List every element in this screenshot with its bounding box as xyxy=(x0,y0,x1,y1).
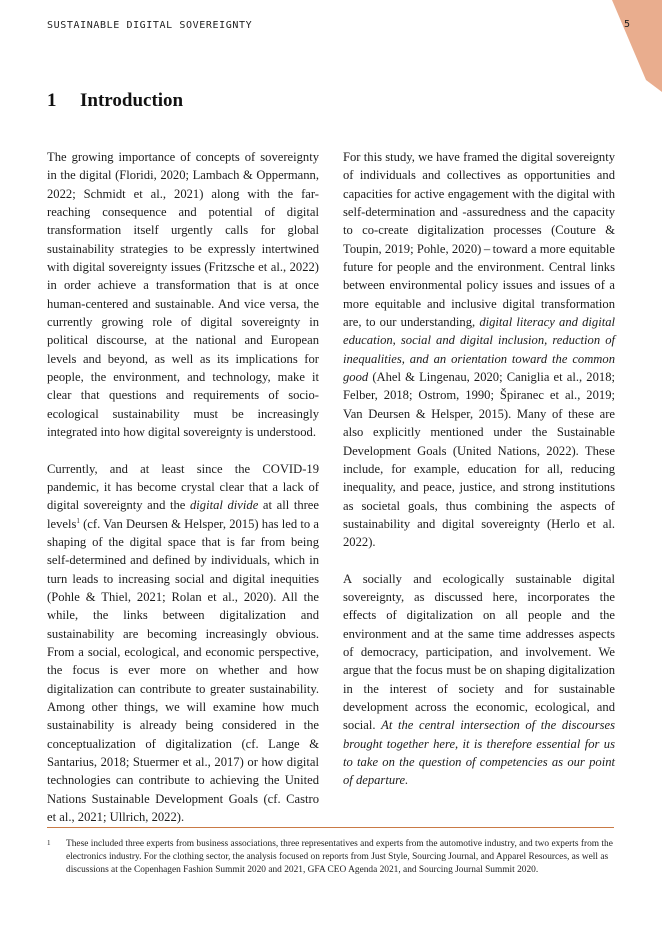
left-column xyxy=(47,148,319,844)
paragraph-text: (cf. Van Deursen & Helsper, 2015) has led to a shaping of the digital space that is far from being self-determined and defined by individuals, which in turn leads to increasing social and digital inequities (Pohle & Thiel, 2021; Rolan et al., 2020). All the while, the links between digitalization and sustainability are becoming increasingly obvious. From a social, ecological, and economic perspective, the focus is ever more on whether and how digitalization can contribute to greater sustainability. Among other things, we will examine how much sustainability is already being considered in the conceptualization of digitalization (cf. Lange & Santarius, 2018; Stuermer et al., 2017) or how digital technologies can contribute to achieving the United Nations Sustainable Development Goals (cf. Castro et al., 2021; Ullrich, 2022). xyxy=(47,516,319,825)
running-title: SUSTAINABLE DIGITAL SOVEREIGNTY xyxy=(47,20,253,31)
paragraph xyxy=(343,148,615,552)
paragraph-text: (Ahel & Lingenau, 2020; Caniglia et al., 2018; Felber, 2018; Ostrom, 1990; Špiranec et al., 2019; Van Deursen & Helsper, 2015). Many of these are also explicitly mentioned under the Sustainable Development Goals (United Nations, 2022). These include, for example, education for all, reducing inequality, and peace, justice, and strong institutions as societal goals, thus combining the aspects of sustainability and digital sovereignty (Herlo et al. 2022). xyxy=(343,370,615,550)
section-heading xyxy=(47,90,183,112)
footnote-text: These included three experts from business associations, three representatives and experts from the automotive industry, and two experts from the electronics industry. For the clothing sector, the analysis focused on reports from Just Style, Sourcing Journal, and Apparel Resources, as well as discussions at the Copenhagen Fashion Summit 2020 and 2021, GFA CEO Agenda 2021, and Sourcing Journal Summit 2020. xyxy=(66,839,613,875)
section-number: 1 xyxy=(47,90,57,111)
footnote-reference[interactable]: 1 xyxy=(76,516,80,525)
paragraph xyxy=(47,460,319,827)
corner-accent-shape xyxy=(612,0,662,92)
paragraph-text: at all three levels xyxy=(47,498,319,531)
emphasis-text: digital divide xyxy=(190,498,259,513)
section-title: Introduction xyxy=(80,90,184,111)
footnote-divider xyxy=(47,827,614,828)
emphasis-text: digital literacy and digital education, social and digital inclusion, reduction of inequalities, and an orientation toward the common good xyxy=(343,315,615,385)
paragraph xyxy=(343,570,615,790)
footnote xyxy=(47,838,614,877)
paragraph-text: A socially and ecologically sustainable digital sovereignty, as discussed here, incorporates the effects of digitalization on all people and the environment and at the same time addresses aspects of democracy, participation, and involvement. We argue that the focus must be on shaping digitalization in the interest of society and for sustainable development across the economic, ecological, and social. xyxy=(343,571,615,733)
paragraph-text: For this study, we have framed the digital sovereignty of individuals and collectives as opportunities and capacities for active engagement with the digital with self-determination and -assuredness and the capacity to co-create digitalization processes (Couture & Toupin, 2019; Pohle, 2020) – toward a more equitable future for people and the environment. Central links between environmental policy issues and issues of a more equitable and inclusive digital transformation are, to our understanding, xyxy=(343,150,615,330)
paragraph: The growing importance of concepts of sovereignty in the digital (Floridi, 2020; Lambach & Oppermann, 2022; Schmidt et al., 2021) along with the far-reaching consequence and potential of digital transformation itself urgently calls for global sustainability strategies to be expressly intertwined with digital sovereignty issues (Fritzsche et al., 2022) in order achieve a transformation that is at once human-centered and sustainable. And vice versa, the currently growing role of digital sovereignty in political discourse, at the national and European levels and beyond, as well as its implications for people, the environment, and technology, make it clear that questions and requirements of socio-ecological sustainability must be increasingly integrated into how digital sovereignty is understood. xyxy=(47,150,319,440)
footnote-marker: 1 xyxy=(47,839,51,847)
emphasis-text: At the central intersection of the discourses brought together here, it is therefore essential for us to take on the question of competencies as our point of departure. xyxy=(343,718,615,788)
right-column xyxy=(343,148,615,808)
paragraph-text: Currently, and at least since the COVID-19 pandemic, it has become crystal clear that a lack of digital sovereignty and the xyxy=(47,461,319,513)
page-number: 5 xyxy=(624,19,631,30)
